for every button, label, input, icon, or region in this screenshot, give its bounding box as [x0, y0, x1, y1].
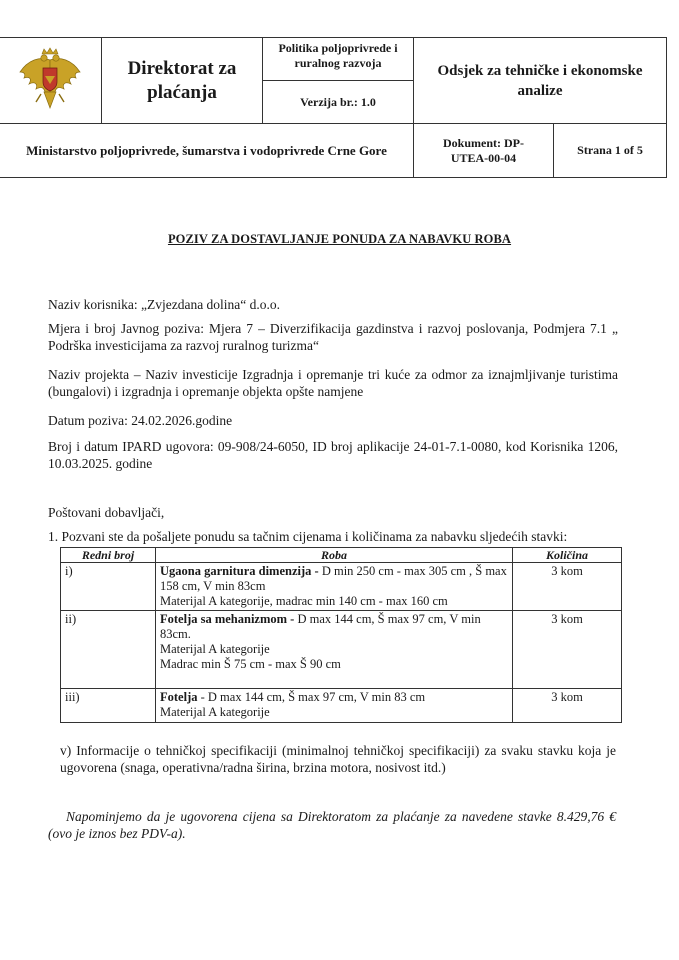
- row-goods: [156, 611, 513, 689]
- col-header-quantity: Količina: [513, 548, 622, 563]
- item-name: Fotelja: [160, 690, 198, 704]
- table-row: [61, 689, 622, 723]
- row-number: iii): [61, 689, 156, 723]
- page-title: POZIV ZA DOSTAVLJANJE PONUDA ZA NABAVKU ROBA: [167, 232, 512, 246]
- item-spec-2: Materijal A kategorije: [160, 642, 270, 656]
- department-name: Odsjek za tehničke i ekonomske analize: [413, 37, 667, 124]
- item-spec: - D max 144 cm, Š max 97 cm, V min 83 cm: [197, 690, 426, 704]
- row-quantity: 3 kom: [513, 563, 622, 611]
- contract-line: Broj i datum IPARD ugovora: 09-908/24-6050, ID broj aplikacije 24-01-7.1-0080, kod Korisnika 1206, 10.03.2025. godine: [48, 439, 618, 471]
- item-name: Fotelja sa mehanizmom -: [160, 612, 295, 626]
- row-goods: [156, 689, 513, 723]
- item-1-text: 1. Pozvani ste da pošaljete ponudu sa tačnim cijenama i količinama za nabavku sljedećih stavki:: [48, 529, 568, 544]
- item-name: Ugaona garnitura dimenzija -: [160, 564, 319, 578]
- note-text: Napominjemo da je ugovorena cijena sa Direktoratom za plaćanje za navedene stavke 8.429,76 € (ovo je iznos bez PDV-a).: [48, 809, 616, 841]
- policy-label: Politika poljoprivrede i ruralnog razvoja: [262, 37, 414, 81]
- directorate-name: Direktorat za plaćanja: [101, 37, 263, 124]
- item-spec: D max 144 cm, Š max 97 cm, V min 83cm.: [160, 612, 481, 641]
- col-header-number: Redni broj: [61, 548, 156, 563]
- project-line: Naziv projekta – Naziv investicije Izgradnja i opremanje tri kuće za odmor za iznajmljivanje turistima (bungalovi) i izgradnja i opremanje objekta opšte namjene: [48, 367, 618, 399]
- item-spec-3: Madrac min Š 75 cm - max Š 90 cm: [160, 657, 341, 671]
- item-v-text: v) Informacije o tehničkoj specifikaciji (minimalnoj tehničkoj specifikaciji) za svaku stavku koja je ugovorena (snaga, operativna/radna širina, brzina motora, nosivost itd.): [60, 743, 616, 775]
- ministry-name: Ministarstvo poljoprivrede, šumarstva i vodoprivrede Crne Gore: [0, 123, 414, 178]
- table-row: [61, 611, 622, 689]
- item-spec-2: Materijal A kategorije: [160, 705, 270, 719]
- row-number: ii): [61, 611, 156, 689]
- table-row: [61, 563, 622, 611]
- document-number: Dokument: DP-UTEA-00-04: [413, 123, 554, 178]
- page-number: Strana 1 of 5: [553, 123, 667, 178]
- measure-line: Mjera i broj Javnog poziva: Mjera 7 – Diverzifikacija gazdinstva i razvoj poslovanja, Podmjera 7.1 „ Podrška investicijama za razvoj ruralnog turizma“: [48, 321, 618, 353]
- col-header-goods: Roba: [156, 548, 513, 563]
- greeting: Poštovani dobavljači,: [48, 505, 165, 520]
- items-table: [60, 547, 622, 723]
- row-quantity: 3 kom: [513, 689, 622, 723]
- table-header-row: [61, 548, 622, 563]
- row-number: i): [61, 563, 156, 611]
- version-label: Verzija br.: 1.0: [262, 80, 414, 124]
- item-spec: D min 250 cm - max 305 cm , Š max 158 cm, V min 83cm: [160, 564, 507, 593]
- row-goods: [156, 563, 513, 611]
- row-quantity: 3 kom: [513, 611, 622, 689]
- coat-of-arms-icon: [14, 46, 86, 118]
- logo-cell: [0, 37, 102, 124]
- document-header: [0, 37, 667, 178]
- date-line: Datum poziva: 24.02.2026.godine: [48, 413, 233, 428]
- beneficiary-line: Naziv korisnika: „Zvjezdana dolina“ d.o.o.: [48, 297, 281, 312]
- item-spec-2: Materijal A kategorije, madrac min 140 cm - max 160 cm: [160, 594, 448, 608]
